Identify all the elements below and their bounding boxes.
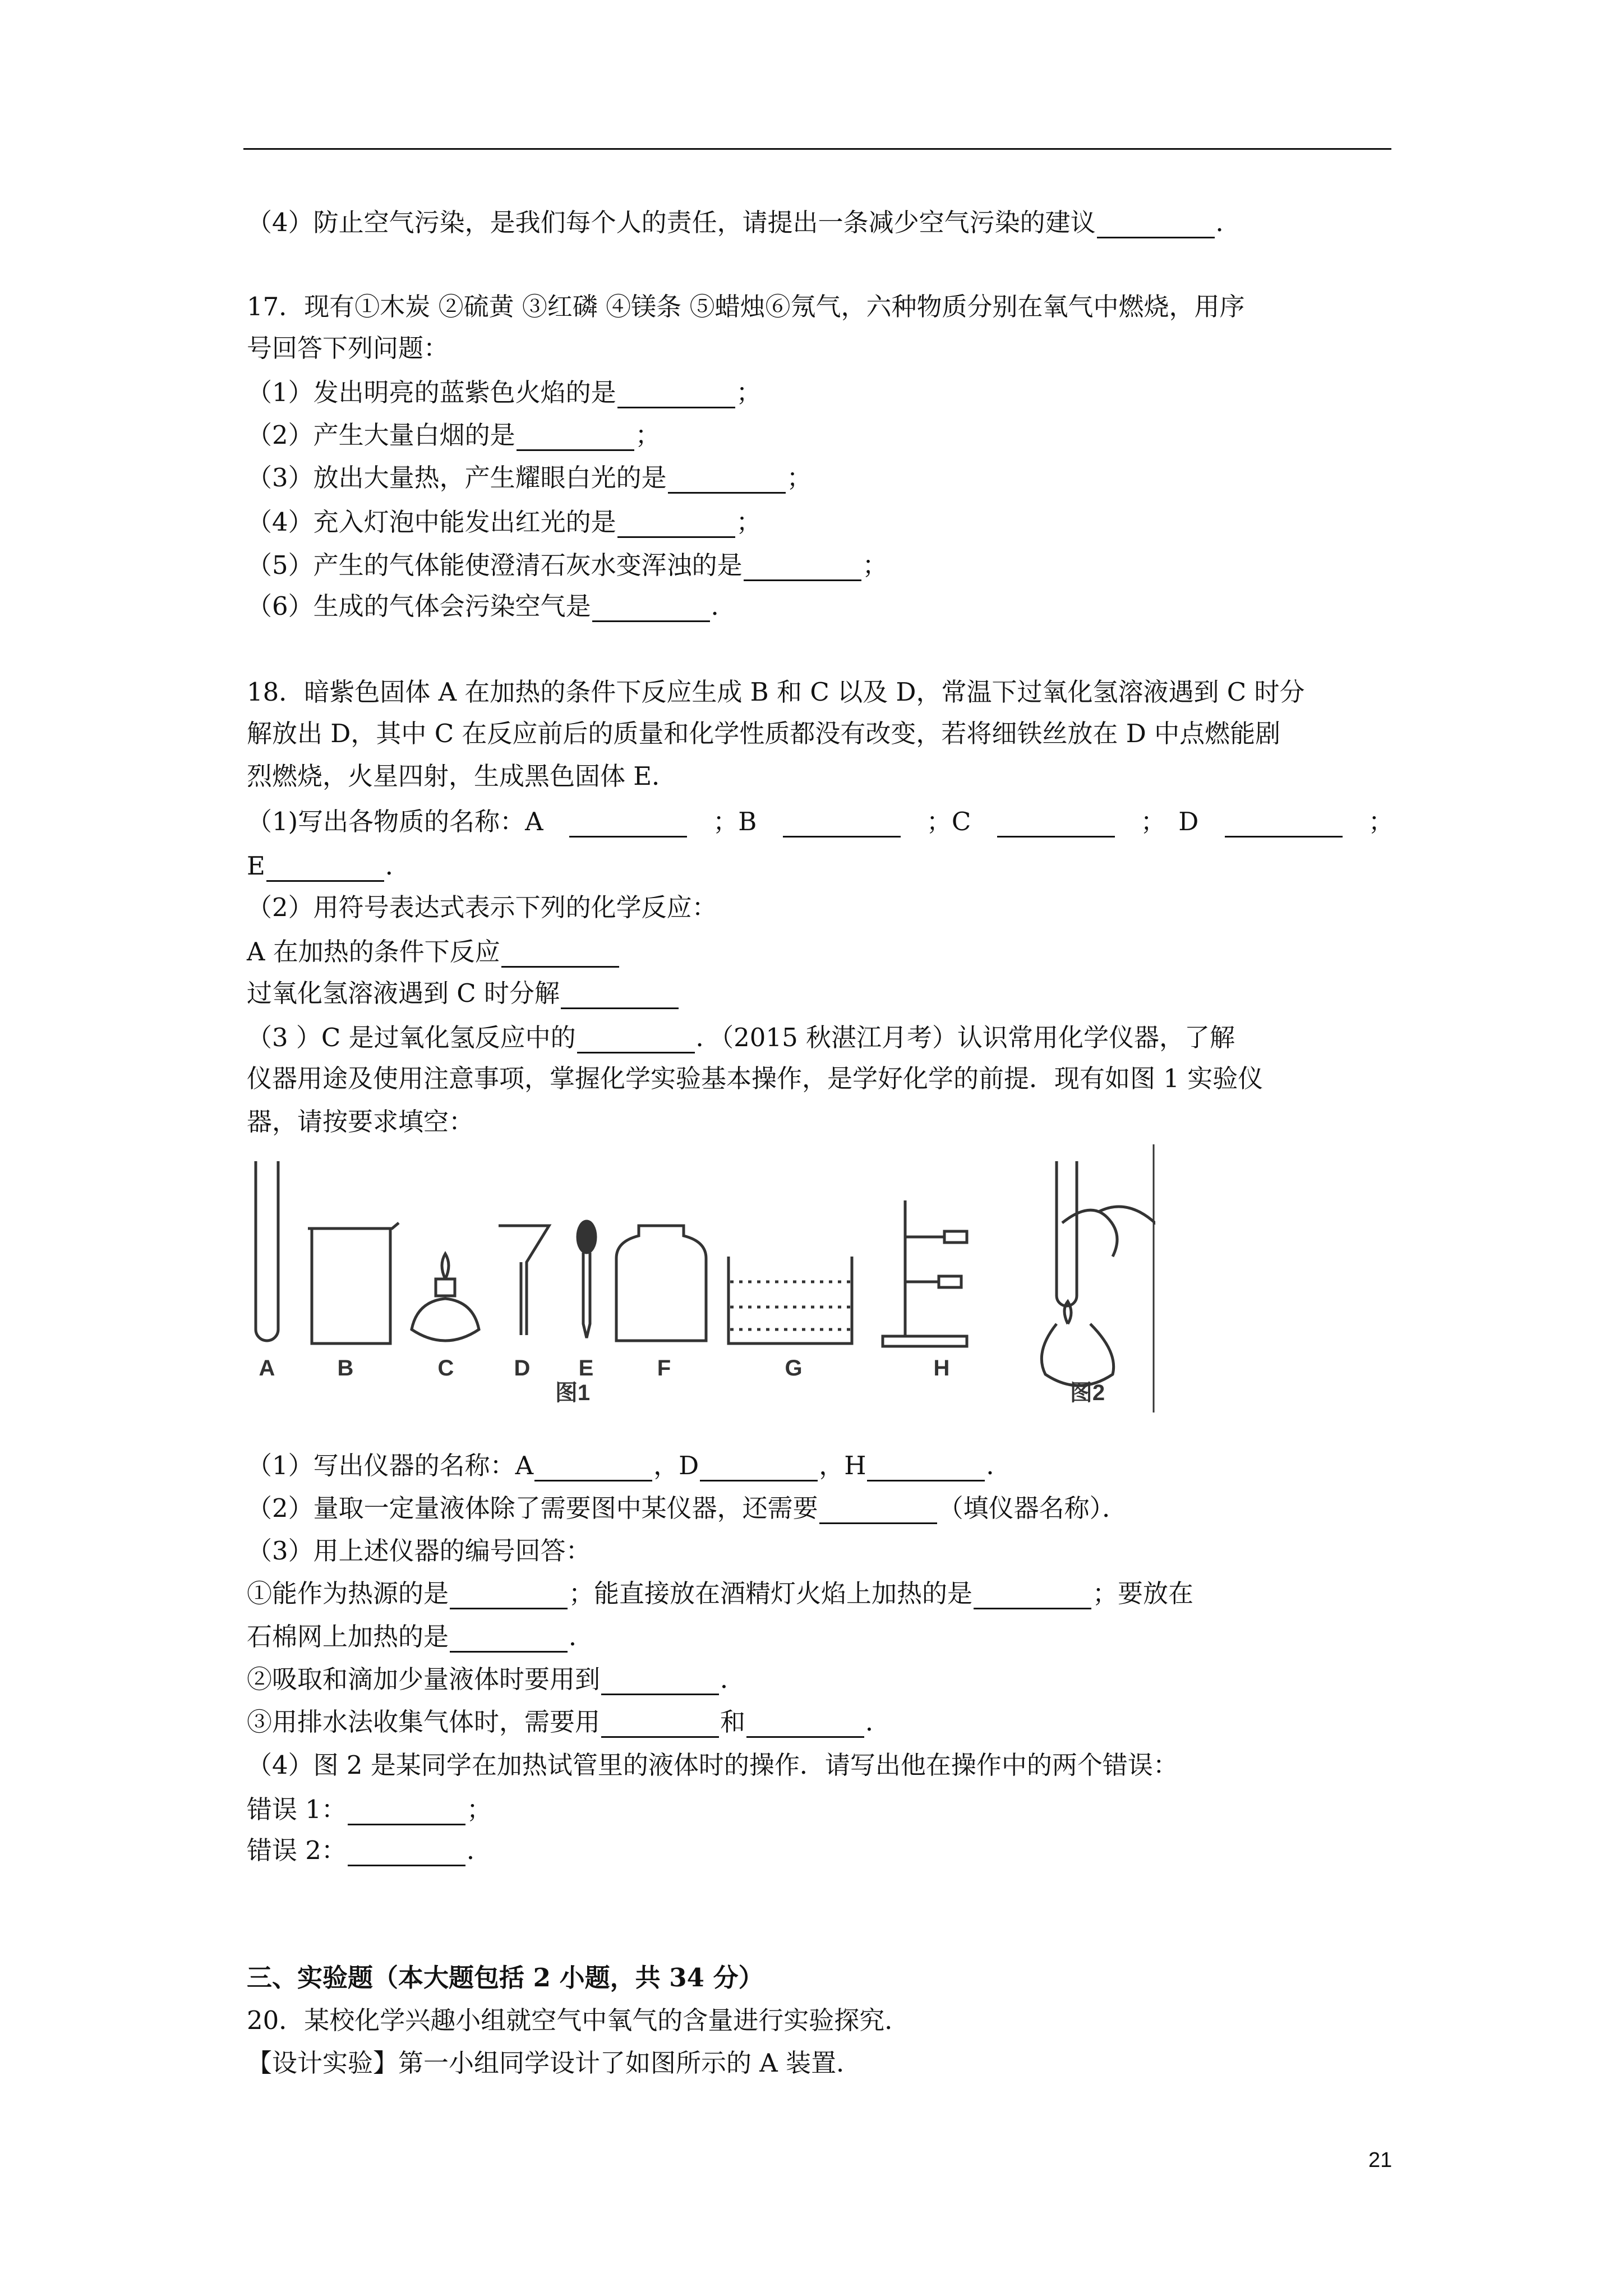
instrument-label: B (337, 1356, 354, 1381)
text-line (247, 1535, 591, 1567)
text-segment: （2）用符号表达式表示下列的化学反应： (247, 892, 717, 922)
text-line (247, 462, 812, 494)
text-line (247, 1063, 1263, 1094)
text-segment: （1）写出仪器的名称：A (247, 1451, 534, 1480)
text-segment: （3）用上述仪器的编号回答： (247, 1536, 591, 1566)
text-segment: （填仪器名称）． (938, 1493, 1128, 1523)
answer-blank[interactable] (577, 1027, 695, 1053)
answer-blank[interactable] (348, 1840, 465, 1866)
text-segment: ，H (819, 1451, 866, 1480)
text-segment: E (247, 851, 265, 881)
answer-blank[interactable] (534, 1455, 652, 1481)
text-line (247, 1706, 891, 1738)
text-segment: A 在加热的条件下反应 (247, 937, 500, 967)
instrument-label: E (578, 1356, 594, 1381)
text-line (247, 677, 1305, 708)
answer-blank[interactable] (1097, 212, 1215, 238)
text-segment: （2）产生大量白烟的是 (247, 420, 515, 450)
text-segment: ；能直接放在酒精灯火焰上加热的是 (569, 1579, 973, 1608)
text-segment: ． (385, 851, 411, 881)
answer-blank[interactable] (517, 425, 634, 451)
alcohol-lamp-c (412, 1254, 479, 1341)
text-segment: （3）放出大量热，产生耀眼白光的是 (247, 463, 667, 493)
answer-blank[interactable] (592, 596, 710, 622)
text-segment: （6）生成的气体会污染空气是 (247, 591, 591, 621)
text-line (247, 978, 680, 1009)
test-tube-a (256, 1161, 278, 1341)
text-line (247, 1664, 745, 1695)
funnel-d (499, 1226, 549, 1335)
text-line (247, 1578, 1193, 1609)
figure-caption-2: 图2 (1069, 1381, 1105, 1405)
text-segment: ； (466, 1795, 492, 1824)
text-line (247, 1106, 474, 1138)
text-segment: ． (466, 1835, 492, 1865)
text-segment: （1）发出明亮的蓝紫色火焰的是 (247, 378, 616, 407)
answer-blank[interactable] (867, 1455, 985, 1481)
text-segment: ． (986, 1451, 1012, 1480)
text-line (247, 806, 1394, 838)
text-segment: ；B (713, 807, 757, 836)
text-line (247, 850, 411, 882)
instrument-label: A (259, 1356, 275, 1381)
instrument-label: H (933, 1356, 950, 1381)
answer-blank[interactable] (561, 983, 679, 1009)
answer-blank[interactable] (783, 811, 901, 838)
text-segment: 错误 2： (247, 1835, 347, 1865)
text-segment: ； (1368, 807, 1394, 836)
text-line (247, 1022, 1235, 1053)
text-line (247, 1794, 492, 1825)
text-segment: ③用排水法收集气体时，需要用 (247, 1707, 601, 1737)
heating-test-tube-figure2 (1041, 1161, 1155, 1386)
text-line (247, 1750, 1178, 1781)
text-line (247, 550, 888, 581)
text-segment: 20．某校化学兴趣小组就空气中氧气的含量进行实验探究． (247, 2005, 910, 2035)
answer-blank[interactable] (266, 855, 384, 882)
instrument-label: D (514, 1356, 531, 1381)
text-segment: ①能作为热源的是 (247, 1579, 449, 1608)
text-line (247, 1450, 1012, 1481)
text-segment: （4）防止空气污染，是我们每个人的责任，请提出一条减少空气污染的建议 (247, 208, 1096, 237)
text-segment: 烈燃烧，火星四射，生成黑色固体 E． (247, 761, 677, 791)
text-segment: 过氧化氢溶液遇到 C 时分解 (247, 978, 560, 1008)
text-segment: 错误 1： (247, 1795, 347, 1824)
text-line (247, 207, 1241, 238)
text-segment: （4）充入灯泡中能发出红光的是 (247, 507, 616, 537)
text-segment: ； (862, 550, 888, 580)
text-segment: 18．暗紫色固体 A 在加热的条件下反应生成 B 和 C 以及 D，常温下过氧化氢溶液遇到 C 时分 (247, 677, 1305, 707)
text-segment: （5）产生的气体能使澄清石灰水变浑浊的是 (247, 550, 743, 580)
text-line (247, 2005, 910, 2036)
text-line (247, 761, 677, 792)
answer-blank[interactable] (450, 1583, 568, 1609)
text-line (247, 1621, 594, 1653)
text-segment: ； (786, 463, 812, 493)
iron-stand-h (883, 1200, 967, 1346)
text-segment: ； D (1140, 807, 1199, 836)
answer-blank[interactable] (746, 1711, 864, 1738)
text-segment: ． (569, 1622, 594, 1651)
figure-lab-instruments (243, 1144, 1155, 1412)
text-segment: ． (711, 591, 736, 621)
text-line (247, 591, 736, 622)
text-segment: 解放出 D，其中 C 在反应前后的质量和化学性质都没有改变，若将细铁丝放在 D 中点燃能剧 (247, 719, 1281, 748)
answer-blank[interactable] (1225, 811, 1343, 838)
beaker-b (308, 1223, 399, 1343)
text-segment: （1)写出各物质的名称：A (247, 807, 543, 836)
text-line (247, 507, 762, 538)
page-number: 21 (1368, 2148, 1393, 2172)
text-segment: ；C (926, 807, 971, 836)
text-segment: ，D (653, 1451, 699, 1480)
instrument-label: C (437, 1356, 454, 1381)
text-line (247, 291, 1244, 323)
text-line (247, 420, 661, 451)
text-segment: ②吸取和滴加少量液体时要用到 (247, 1664, 601, 1694)
text-segment: 仪器用途及使用注意事项，掌握化学实验基本操作，是学好化学的前提．现有如图 1 实验仪 (247, 1064, 1264, 1093)
answer-blank[interactable] (450, 1626, 568, 1653)
answer-blank[interactable] (974, 1583, 1091, 1609)
text-line (247, 2047, 861, 2079)
text-line (247, 936, 620, 968)
text-segment: ； (736, 378, 762, 407)
figure-caption-1: 图1 (555, 1381, 591, 1405)
text-line (247, 1493, 1127, 1524)
text-segment: 和 (720, 1707, 746, 1737)
text-segment: 三、实验题（本大题包括 2 小题，共 34 分） (247, 1963, 764, 1993)
answer-blank[interactable] (348, 1799, 465, 1825)
text-segment: ． (720, 1664, 746, 1694)
answer-blank[interactable] (601, 1711, 719, 1738)
text-line (247, 718, 1280, 749)
header-rule (243, 148, 1391, 150)
answer-blank[interactable] (668, 467, 786, 494)
text-line (247, 377, 762, 408)
answer-blank[interactable] (617, 512, 735, 538)
trough-g (728, 1257, 852, 1343)
text-line (247, 892, 717, 923)
text-segment: （3 ）C 是过氧化氢反应中的 (247, 1023, 576, 1052)
answer-blank[interactable] (819, 1498, 937, 1524)
text-segment: ．（2015 秋湛江月考）认识常用化学仪器，了解 (695, 1023, 1235, 1052)
text-segment: ；要放在 (1092, 1579, 1194, 1608)
answer-blank[interactable] (617, 382, 735, 408)
answer-blank[interactable] (569, 811, 687, 838)
instrument-label: F (657, 1356, 671, 1381)
text-segment: （4）图 2 是某同学在加热试管里的液体时的操作．请写出他在操作中的两个错误： (247, 1750, 1178, 1780)
text-segment: 17．现有①木炭 ②硫黄 ③红磷 ④镁条 ⑤蜡烛⑥氖气，六种物质分别在氧气中燃烧，用序 (247, 292, 1245, 321)
text-segment: 号回答下列问题： (247, 333, 449, 363)
text-line (247, 1835, 492, 1866)
text-segment: ； (635, 420, 661, 450)
text-segment: 器，请按要求填空： (247, 1107, 474, 1137)
text-segment: ； (736, 507, 762, 537)
answer-blank[interactable] (744, 555, 861, 581)
text-segment: 【设计实验】第一小组同学设计了如图所示的 A 装置． (247, 2048, 862, 2078)
answer-blank[interactable] (501, 941, 619, 968)
instrument-label: G (785, 1356, 803, 1381)
answer-blank[interactable] (700, 1455, 818, 1481)
dropper-e (578, 1221, 596, 1338)
section-heading (247, 1962, 764, 1994)
text-segment: ． (865, 1707, 891, 1737)
answer-blank[interactable] (997, 811, 1115, 838)
text-segment: （2）量取一定量液体除了需要图中某仪器，还需要 (247, 1493, 818, 1523)
text-segment: 石棉网上加热的是 (247, 1622, 449, 1651)
bottle-f (616, 1226, 706, 1341)
text-line (247, 333, 449, 364)
answer-blank[interactable] (601, 1669, 719, 1695)
text-segment: ． (1215, 208, 1241, 237)
